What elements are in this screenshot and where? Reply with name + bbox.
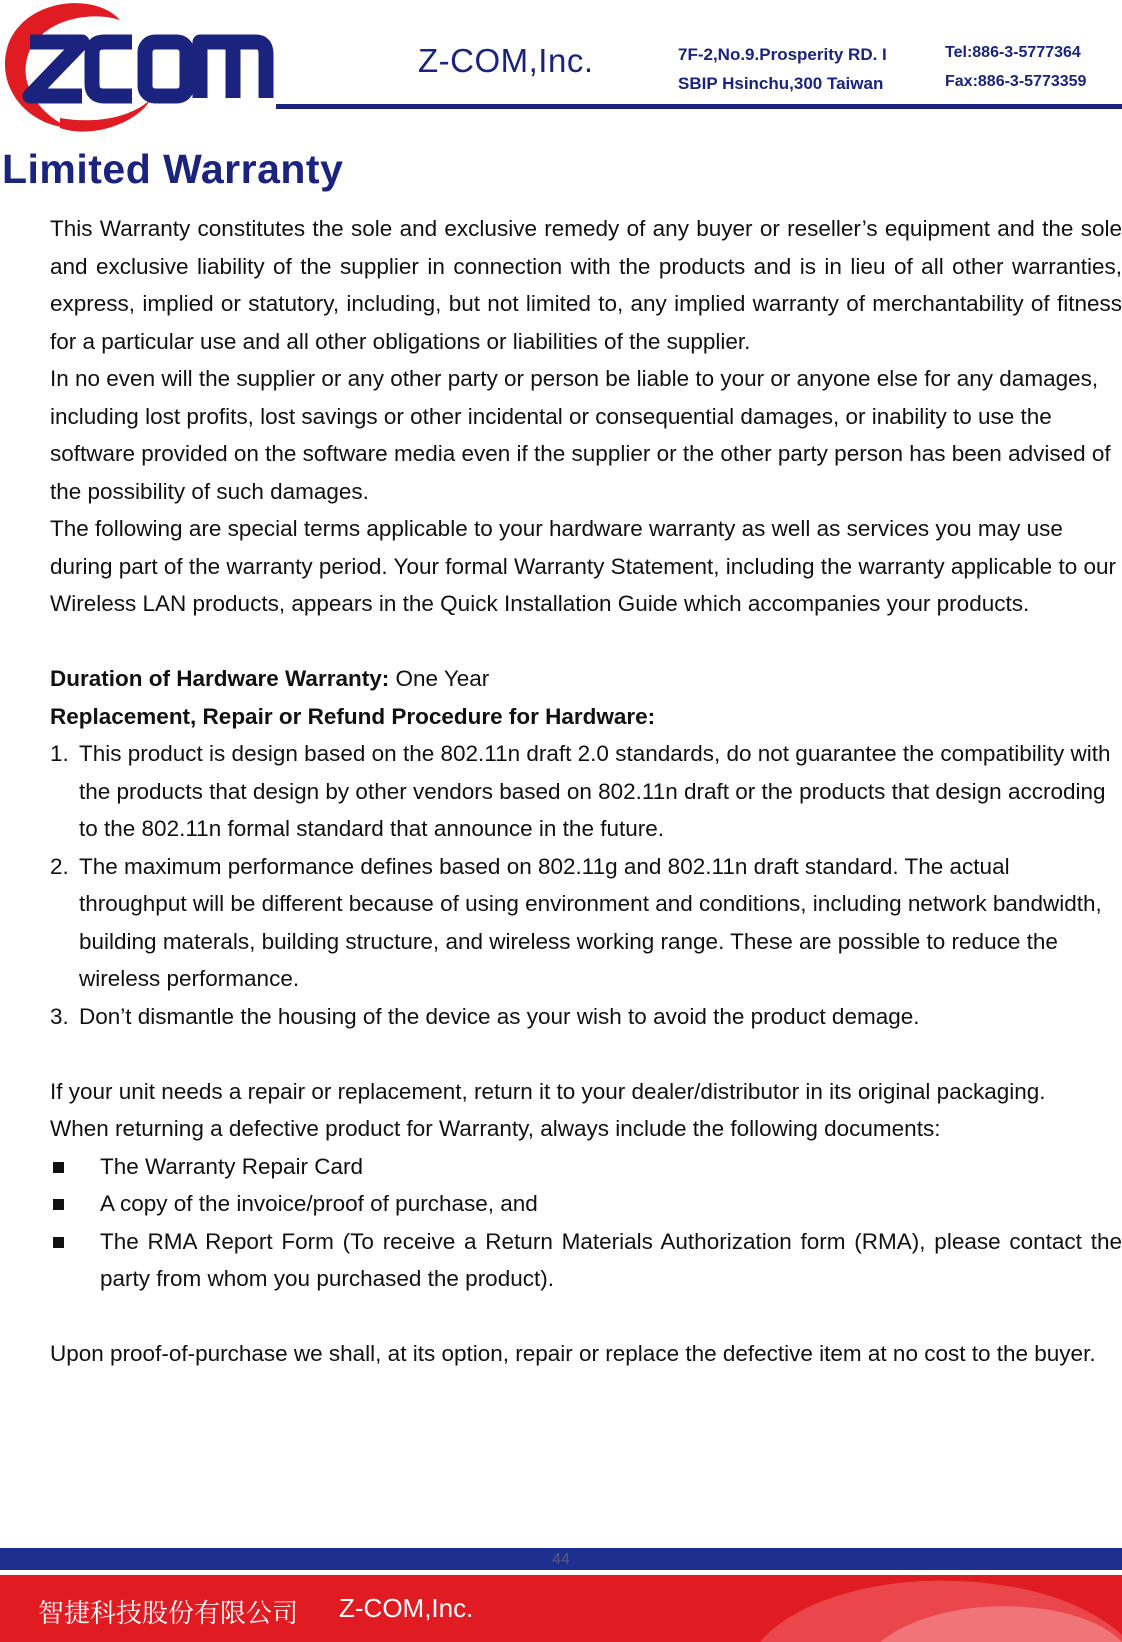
header-contact: [945, 38, 1086, 96]
document-text: The RMA Report Form (To receive a Return Materials Authorization form (RMA), please contact the party from whom you purchased the product).: [100, 1228, 1122, 1291]
address-line-2: SBIP Hsinchu,300 Taiwan: [678, 74, 884, 93]
footer-company-name: Z-COM,Inc.: [339, 1593, 474, 1623]
square-bullet-icon: [53, 1237, 64, 1248]
square-bullet-icon: [53, 1162, 64, 1173]
page-header: [0, 0, 1122, 135]
document-item: [50, 1223, 1122, 1298]
item-number: 1.: [50, 741, 69, 766]
duration-label: Duration of Hardware Warranty:: [50, 666, 390, 691]
procedure-heading: Replacement, Repair or Refund Procedure for Hardware:: [50, 703, 656, 729]
fax-value: :886-3-5773359: [972, 73, 1087, 90]
warranty-paragraph-1: This Warranty constitutes the sole and exclusive remedy of any buyer or reseller’s equipment and the sole and exclusive liability of the supplier in connection with the products and is in lieu of all other warranties, express, implied or statutory, including, but not limited to, any implied warranty of merchantability of fitness for a particular use and all other obligations or liabilities of the supplier.: [50, 216, 1122, 354]
fax-label: Fax: [945, 73, 973, 90]
svg-text:ZCOM: ZCOM: [138, 0, 142, 1]
closing-paragraph: Upon proof-of-purchase we shall, at its option, repair or replace the defective item at no cost to the buyer.: [50, 1341, 1096, 1366]
address-line-1: 7F-2,No.9.Prosperity RD. I: [678, 45, 887, 64]
document-text: The Warranty Repair Card: [100, 1153, 364, 1179]
item-text: The maximum performance defines based on 802.11g and 802.11n draft standard. The actual throughput will be different because of using environment and conditions, including network bandwidth, building materals, building structure, and wireless working range. These are possible to reduce the wireless performance.: [79, 853, 1102, 991]
document-item: [50, 1185, 1122, 1223]
warranty-content: [50, 210, 1122, 1373]
tel-value: :886-3-5777364: [966, 44, 1081, 61]
return-paragraph: If your unit needs a repair or replacement, return it to your dealer/distributor in its original packaging. When returning a defective product for Warranty, always include the following documents:: [50, 1078, 1069, 1141]
page-number: 44: [552, 1551, 570, 1568]
spacer: [50, 1298, 1122, 1336]
documents-list: [50, 1148, 1122, 1298]
procedure-item: [50, 848, 1122, 998]
warranty-paragraph-3: The following are special terms applicable to your hardware warranty as well as services you may use during part of the warranty period. Your formal Warranty Statement, including the warranty applicable to our Wireless LAN products, appears in the Quick Installation Guide which accompanies your products.: [50, 516, 1116, 616]
procedure-item: [50, 998, 1122, 1036]
document-text: A copy of the invoice/proof of purchase, and: [100, 1191, 538, 1216]
zcom-logo: [0, 0, 280, 135]
duration-value: One Year: [389, 666, 490, 691]
spacer: [50, 623, 1122, 661]
item-text: Don’t dismantle the housing of the device as your wish to avoid the product demage.: [79, 1003, 920, 1029]
square-bullet-icon: [53, 1199, 64, 1210]
spacer: [50, 1035, 1122, 1073]
procedure-item: [50, 735, 1122, 848]
warranty-paragraph-2: In no even will the supplier or any other party or person be liable to your or anyone else for any damages, including lost profits, lost savings or other incidental or consequential damages, or inability to use the software provided on the software media even if the supplier or the other party person has been advised of the possibility of such damages.: [50, 366, 1111, 504]
header-address: [678, 40, 887, 98]
item-text: This product is design based on the 802.11n draft 2.0 standards, do not guarantee the compatibility with the products that design by other vendors based on 802.11n draft or the products that design accroding to the 802.11n formal standard that announce in the future.: [79, 741, 1111, 841]
duration-line: [50, 660, 1122, 698]
fax-line: [945, 67, 1086, 96]
item-number: 2.: [50, 853, 69, 879]
document-item: [50, 1148, 1122, 1186]
tel-line: [945, 38, 1086, 67]
procedure-list: [50, 735, 1122, 1035]
header-company-name: Z-COM,Inc.: [418, 42, 594, 79]
tel-label: Tel: [945, 44, 967, 61]
footer-chinese-name: 智捷科技股份有限公司: [38, 1598, 299, 1628]
header-divider: [276, 104, 1122, 109]
item-number: 3.: [50, 1003, 69, 1029]
page-title: Limited Warranty: [2, 146, 344, 192]
